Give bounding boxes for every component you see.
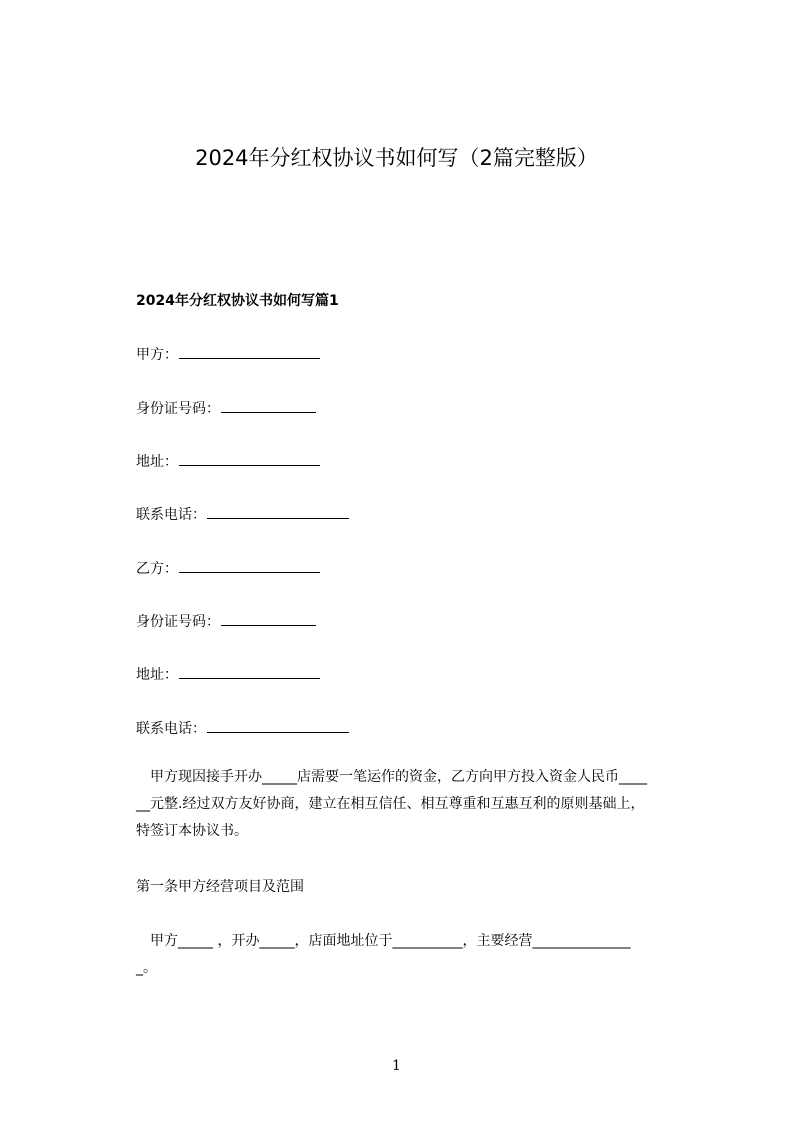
party-a-id-label: 身份证号码： [136, 401, 220, 417]
party-a-name-blank [179, 344, 320, 359]
party-b-phone-blank [207, 718, 349, 733]
party-b-address-blank [179, 664, 320, 679]
article-1-heading: 第一条甲方经营项目及范围 [136, 879, 304, 895]
party-b-id-label: 身份证号码： [136, 614, 220, 630]
party-b-name-label: 乙方： [136, 561, 178, 577]
document-title: 2024年分红权协议书如何写（2篇完整版） [195, 146, 598, 170]
party-b-id-field [136, 611, 316, 632]
party-b-address-field [136, 664, 320, 685]
party-a-phone-label: 联系电话： [136, 507, 206, 523]
party-a-phone-blank [207, 504, 349, 519]
intro-paragraph-line: 甲方现因接手开办_____店需要一笔运作的资金，乙方向甲方投入资金人民币____ [136, 769, 647, 785]
intro-paragraph [136, 764, 711, 845]
party-b-phone-label: 联系电话： [136, 721, 206, 737]
party-a-address-blank [179, 451, 320, 466]
party-a-name-field [136, 344, 320, 365]
party-a-id-field [136, 398, 316, 419]
section-heading: 2024年分红权协议书如何写篇1 [136, 293, 339, 309]
page-number: 1 [392, 1058, 401, 1074]
party-a-address-label: 地址： [136, 454, 178, 470]
article-1-paragraph-line: 甲方_____ ，开办_____，店面地址位于__________，主要经营______________ [136, 933, 631, 949]
party-a-name-label: 甲方： [136, 347, 178, 363]
party-a-id-blank [221, 398, 316, 413]
party-a-address-field [136, 451, 320, 472]
article-1-paragraph [136, 928, 711, 982]
article-1-paragraph-line: _。 [136, 960, 157, 976]
intro-paragraph-line: __元整.经过双方友好协商，建立在相互信任、相互尊重和互惠互利的原则基础上， [136, 796, 645, 812]
party-b-name-field [136, 558, 320, 579]
party-b-name-blank [179, 558, 320, 573]
party-b-phone-field [136, 718, 349, 739]
party-b-id-blank [221, 611, 316, 626]
intro-paragraph-line: 特签订本协议书。 [136, 823, 248, 839]
party-b-address-label: 地址： [136, 667, 178, 683]
party-a-phone-field [136, 504, 349, 525]
